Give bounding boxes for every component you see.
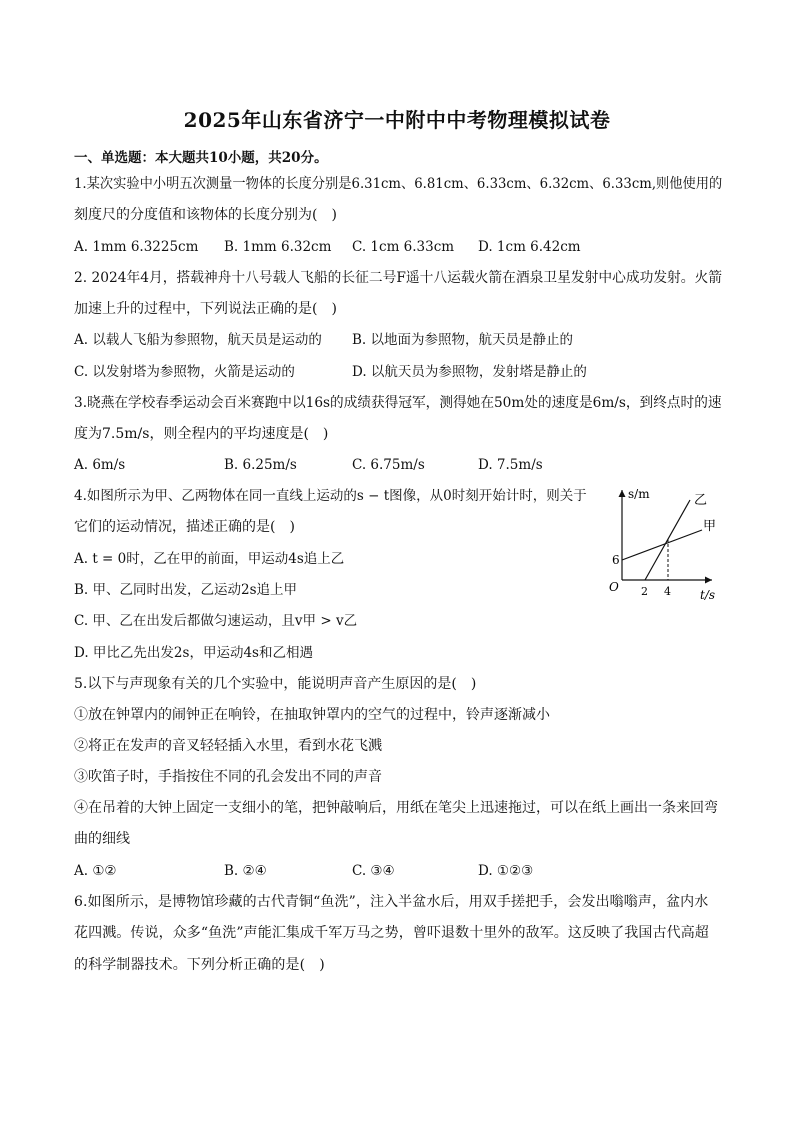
s-t-graph: [600, 480, 730, 605]
line-jia: [622, 530, 702, 560]
question-5-item-3: ③吹笛子时，手指按住不同的孔会发出不同的声音: [74, 769, 382, 785]
question-4-option-d: D. 甲比乙先出发2s，甲运动4s和乙相遇: [74, 645, 313, 661]
x-tick-4: 4: [664, 585, 671, 598]
question-4-line-2: 它们的运动情况，描述正确的是( ): [74, 519, 295, 535]
question-3-option-c: C. 6.75m/s: [352, 457, 425, 473]
question-6-line-1: 6.如图所示，是博物馆珍藏的古代青铜“鱼洗”，注入半盆水后，用双手搓把手，会发出嗡嗡声，盆内水: [74, 894, 709, 910]
question-4-option-c: C. 甲、乙在出发后都做匀速运动，且v甲 > v乙: [74, 613, 358, 629]
question-3-option-b: B. 6.25m/s: [224, 457, 297, 473]
question-1-option-b: B. 1mm 6.32cm: [224, 239, 332, 255]
question-5-item-1: ①放在钟罩内的闹钟正在响铃，在抽取钟罩内的空气的过程中，铃声逐渐减小: [74, 707, 550, 723]
origin-label: O: [609, 580, 619, 594]
question-5-item-4: ④在吊着的大钟上固定一支细小的笔，把钟敲响后，用纸在笔尖上迅速拖过，可以在纸上画出一条来回弯: [74, 800, 718, 816]
question-1-line-1: 1.某次实验中小明五次测量一物体的长度分别是6.31cm、6.81cm、6.33cm、6.32cm、6.33cm,则他使用的: [74, 176, 723, 192]
question-2-line-2: 加速上升的过程中，下列说法正确的是( ): [74, 301, 337, 317]
question-4-option-a: A. t = 0时，乙在甲的前面，甲运动4s追上乙: [74, 551, 345, 567]
question-1-option-a: A. 1mm 6.3225cm: [74, 239, 199, 255]
question-4-line-1: 4.如图所示为甲、乙两物体在同一直线上运动的s − t图像，从0时刻开始计时，则关于: [74, 488, 587, 504]
question-6-line-3: 的科学制器技术。下列分析正确的是( ): [74, 957, 325, 973]
question-3-line-2: 度为7.5m/s，则全程内的平均速度是( ): [74, 426, 329, 442]
question-2-option-b: B. 以地面为参照物，航天员是静止的: [352, 332, 574, 348]
question-2-option-d: D. 以航天员为参照物，发射塔是静止的: [352, 364, 587, 380]
question-1-option-d: D. 1cm 6.42cm: [478, 239, 581, 255]
question-3-option-d: D. 7.5m/s: [478, 457, 543, 473]
question-5-option-b: B. ②④: [224, 863, 267, 879]
question-2-option-c: C. 以发射塔为参照物，火箭是运动的: [74, 364, 295, 380]
question-4-option-b: B. 甲、乙同时出发，乙运动2s追上甲: [74, 582, 298, 598]
question-5-item-2: ②将正在发声的音叉轻轻插入水里，看到水花飞溅: [74, 738, 382, 754]
line-yi-label: 乙: [694, 493, 708, 508]
question-2-option-a: A. 以载人飞船为参照物，航天员是运动的: [74, 332, 322, 348]
question-3-option-a: A. 6m/s: [74, 457, 126, 473]
section-heading: 一、单选题：本大题共10小题，共20分。: [74, 150, 328, 166]
page-title: 2025年山东省济宁一中附中中考物理模拟试卷: [183, 108, 611, 132]
x-tick-2: 2: [641, 585, 648, 598]
question-2-line-1: 2. 2024年4月，搭载神舟十八号载人飞船的长征二号F遥十八运载火箭在酒泉卫星发射中心成功发射。火箭: [74, 270, 723, 286]
y-tick-6: 6: [612, 553, 620, 567]
question-3-line-1: 3.晓燕在学校春季运动会百米赛跑中以16s的成绩获得冠军，测得她在50m处的速度是6m/s，到终点时的速: [74, 395, 722, 411]
question-5-line-1: 5.以下与声现象有关的几个实验中，能说明声音产生原因的是( ): [74, 676, 477, 692]
question-5-option-a: A. ①②: [74, 863, 117, 879]
question-5-option-c: C. ③④: [352, 863, 395, 879]
y-axis-label: s/m: [628, 487, 650, 501]
x-axis-label: t/s: [700, 588, 716, 602]
question-5-item-4-cont: 曲的细线: [74, 831, 130, 847]
question-1-option-c: C. 1cm 6.33cm: [352, 239, 455, 255]
question-1-line-2: 刻度尺的分度值和该物体的长度分别为( ): [74, 207, 337, 223]
line-jia-label: 甲: [703, 519, 717, 534]
question-6-line-2: 花四溅。传说，众多“鱼洗”声能汇集成千军万马之势，曾吓退数十里外的敌军。这反映了我国古代高超: [74, 925, 709, 941]
question-5-option-d: D. ①②③: [478, 863, 534, 879]
